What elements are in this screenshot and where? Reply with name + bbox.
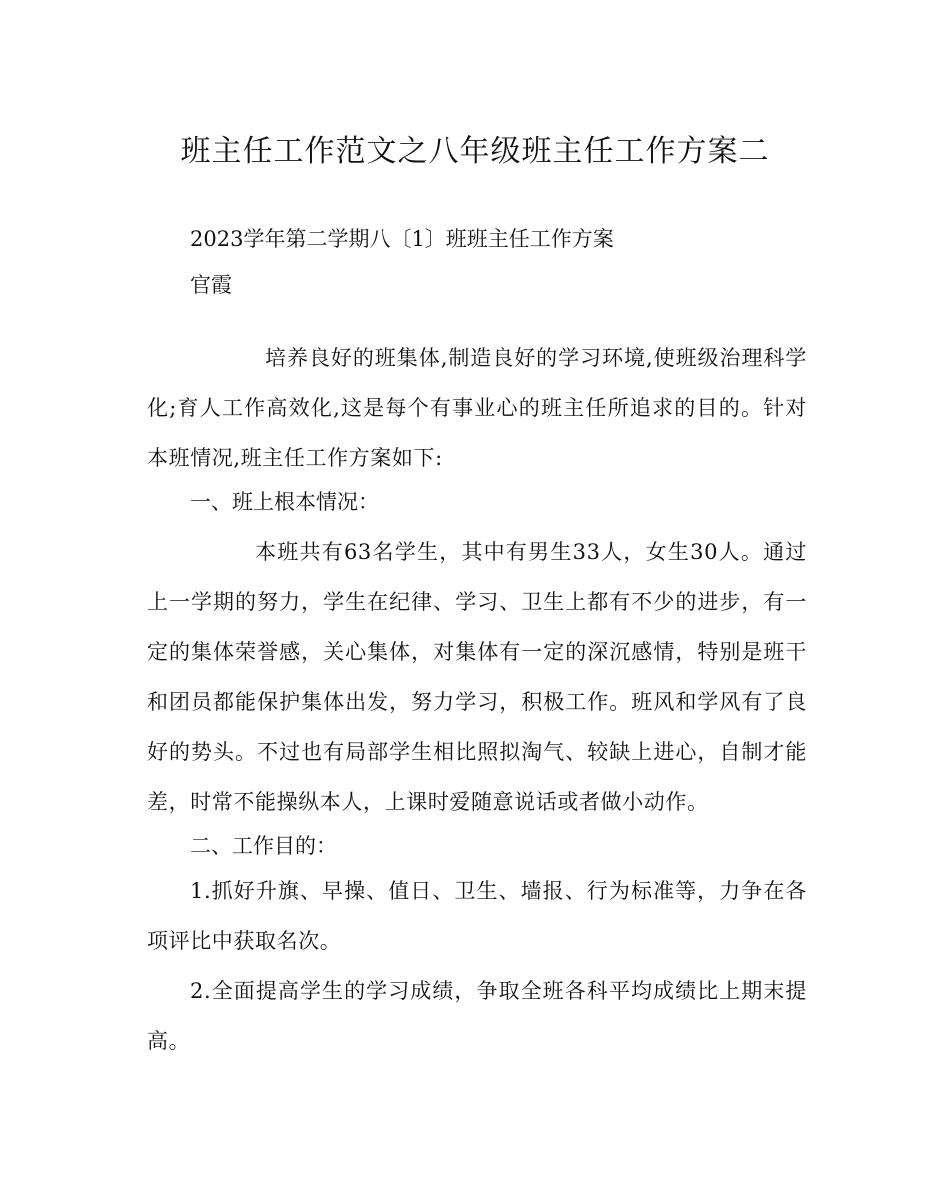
goal-item-2: 2.全面提高学生的学习成绩，争取全班各科平均成绩比上期末提高。: [147, 979, 807, 1053]
section1-paragraph: 本班共有63名学生，其中有男生33人，女生30人。通过上一学期的努力，学生在纪律、学习、卫生上都有不少的进步，有一定的集体荣誉感，关心集体，对集体有一定的深沉感情，特别是班干和团员都能保护集体出发，努力学习，积极工作。班风和学风有了良好的势头。不过也有局部学生相比照拟淘气、较缺上进心，自制才能差，时常不能操纵本人，上课时爱随意说话或者做小动作。: [147, 540, 807, 814]
author-name: 官霞: [190, 273, 232, 297]
goal-item-1: 1.抓好升旗、早操、值日、卫生、墙报、行为标准等，力争在各项评比中获取名次。: [147, 879, 807, 953]
section2-heading: 二、工作目的：: [190, 834, 337, 858]
intro-paragraph: 培养良好的班集体,制造良好的学习环境,使班级治理科学化;育人工作高效化,这是每个有事业心的班主任所追求的目的。针对本班情况,班主任工作方案如下:: [147, 346, 807, 470]
section1-heading: 一、班上根本情况：: [190, 490, 379, 514]
document-title: 班主任工作范文之八年级班主任工作方案二: [180, 134, 770, 169]
document-subtitle: 2023学年第二学期八〔1〕班班主任工作方案: [190, 227, 614, 251]
